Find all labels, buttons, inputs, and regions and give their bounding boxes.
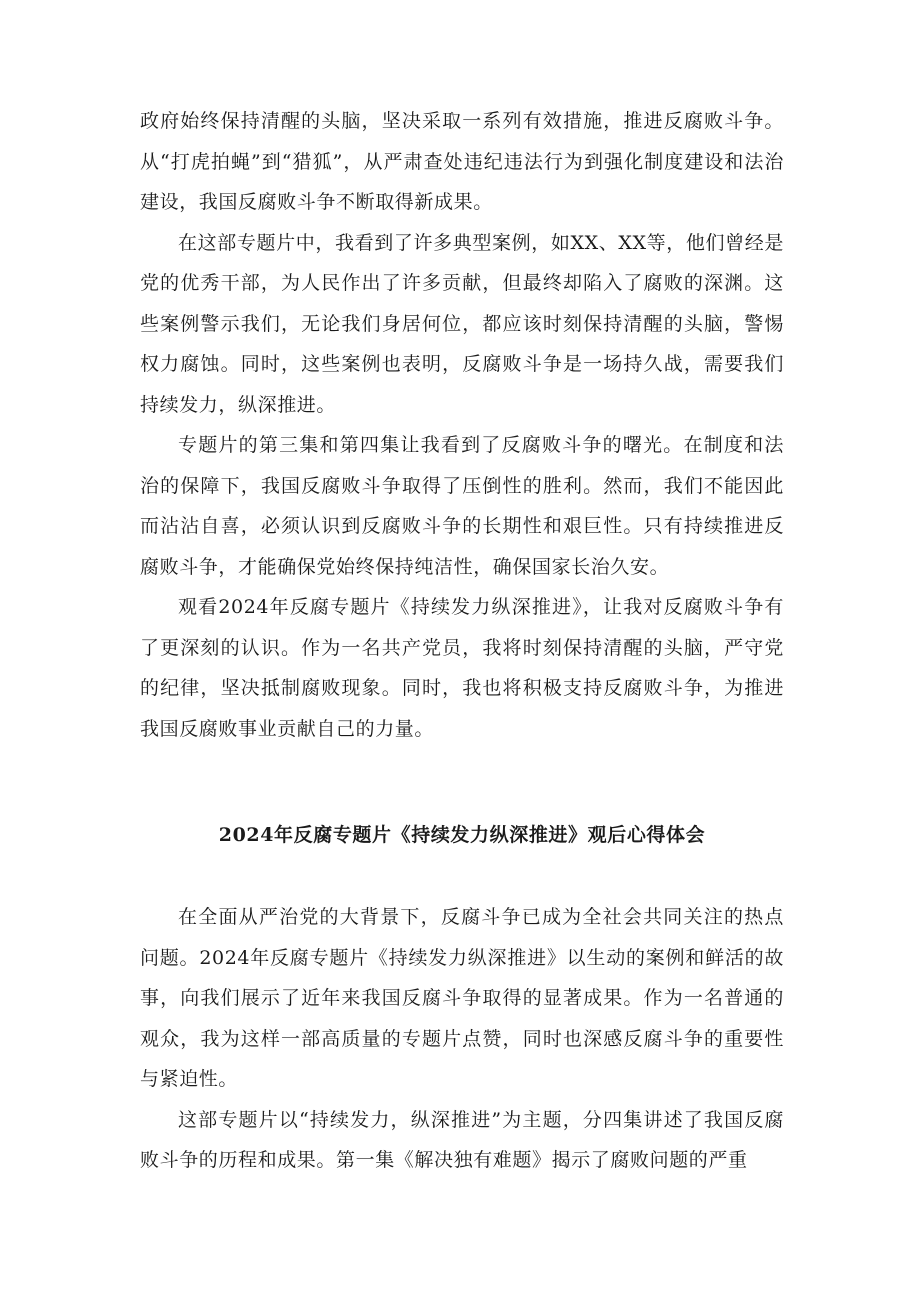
paragraph: 这部专题片以“持续发力，纵深推进”为主题，分四集讲述了我国反腐败斗争的历程和成果。第一集《解决独有难题》揭示了腐败问题的严重 — [140, 1108, 784, 1171]
paragraph: 观看2024年反腐专题片《持续发力纵深推进》，让我对反腐败斗争有了更深刻的认识。作为一名共产党员，我将时刻保持清醒的头脑，严守党的纪律，坚决抵制腐败现象。同时，我也将积极支持反腐败斗争，为推进我国反腐败事业贡献自己的力量。 — [140, 596, 784, 740]
paragraph: 在全面从严治党的大背景下，反腐斗争已成为全社会共同关注的热点问题。2024年反腐专题片《持续发力纵深推进》以生动的案例和鲜活的故事，向我们展示了近年来我国反腐斗争取得的显著成果。作为一名普通的观众，我为这样一部高质量的专题片点赞，同时也深感反腐斗争的重要性与紧迫性。 — [140, 906, 784, 1090]
paragraph: 政府始终保持清醒的头脑，坚决采取一系列有效措施，推进反腐败斗争。从“打虎拍蝇”到“猎狐”，从严肃查处违纪违法行为到强化制度建设和法治建设，我国反腐败斗争不断取得新成果。 — [140, 110, 784, 213]
paragraph: 专题片的第三集和第四集让我看到了反腐败斗争的曙光。在制度和法治的保障下，我国反腐败斗争取得了压倒性的胜利。然而，我们不能因此而沾沾自喜，必须认识到反腐败斗争的长期性和艰巨性。只有持续推进反腐败斗争，才能确保党始终保持纯洁性，确保国家长治久安。 — [140, 434, 784, 578]
paragraph: 在这部专题片中，我看到了许多典型案例，如XX、XX等，他们曾经是党的优秀干部，为人民作出了许多贡献，但最终却陷入了腐败的深渊。这些案例警示我们，无论我们身居何位，都应该时刻保持清醒的头脑，警惕权力腐蚀。同时，这些案例也表明，反腐败斗争是一场持久战，需要我们持续发力，纵深推进。 — [140, 231, 784, 416]
section-title: 2024年反腐专题片《持续发力纵深推进》观后心得体会 — [218, 824, 706, 846]
section-1 — [140, 101, 784, 749]
section-2 — [140, 897, 784, 1181]
